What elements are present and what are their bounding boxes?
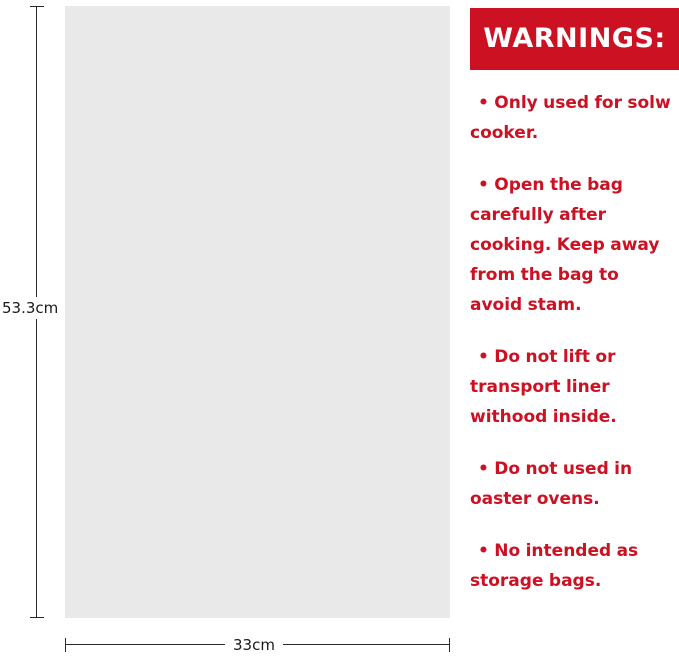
warnings-header [470, 8, 679, 70]
warning-item: • No intended as storage bags. [470, 541, 639, 591]
width-dimension-cap-right [449, 638, 450, 652]
warning-item: • Do not lift or transport liner withood inside. [470, 347, 617, 427]
width-dimension-line [65, 638, 450, 652]
width-dimension-cap-left [65, 638, 66, 652]
warning-item: • Open the bag carefully after cooking. Keep away from the bag to avoid stam. [470, 175, 660, 315]
warnings-list [470, 88, 679, 596]
width-dimension-label: 33cm [225, 635, 283, 655]
height-dimension-cap-top [30, 6, 44, 7]
height-dimension-cap-bottom [30, 617, 44, 618]
warnings-panel [470, 8, 679, 618]
warning-item: • Do not used in oaster ovens. [470, 459, 633, 509]
height-dimension-label: 53.3cm [2, 299, 59, 317]
warnings-header-label: WARNINGS: [483, 23, 666, 54]
product-image [65, 6, 450, 618]
warning-item: • Only used for solw cooker. [470, 93, 671, 143]
